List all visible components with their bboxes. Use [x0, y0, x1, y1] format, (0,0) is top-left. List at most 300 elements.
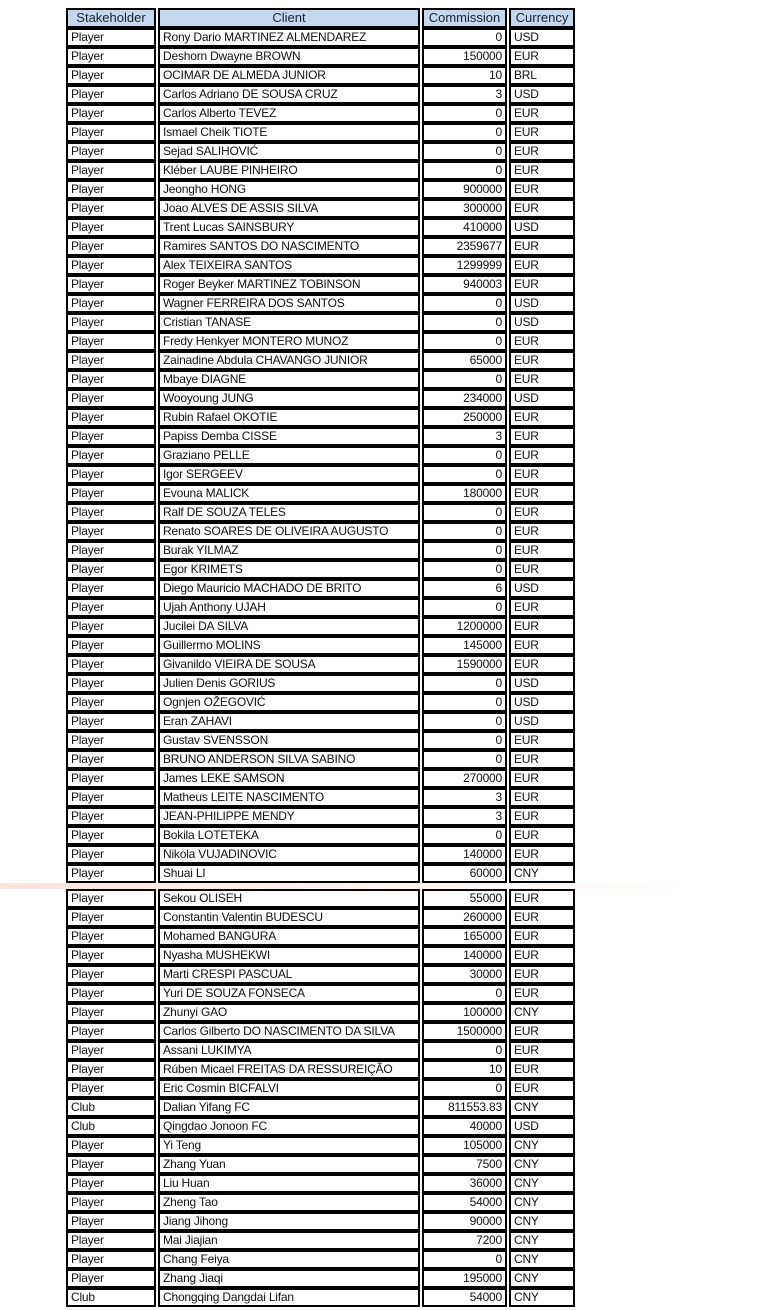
- cell-commission: 54000: [422, 1193, 507, 1212]
- cell-stakeholder: Player: [66, 104, 156, 123]
- table-row: [66, 294, 575, 313]
- cell-currency: EUR: [509, 142, 575, 161]
- cell-currency: EUR: [509, 408, 575, 427]
- cell-stakeholder: Player: [66, 889, 156, 908]
- cell-stakeholder: Player: [66, 237, 156, 256]
- table-row: [66, 1003, 575, 1022]
- cell-commission: 1200000: [422, 617, 507, 636]
- cell-stakeholder: Player: [66, 1174, 156, 1193]
- cell-client: Gustav SVENSSON: [158, 731, 420, 750]
- cell-stakeholder: Player: [66, 218, 156, 237]
- cell-stakeholder: Player: [66, 655, 156, 674]
- cell-currency: CNY: [509, 1003, 575, 1022]
- cell-currency: EUR: [509, 199, 575, 218]
- cell-client: Mohamed BANGURA: [158, 927, 420, 946]
- cell-stakeholder: Player: [66, 180, 156, 199]
- cell-client: Graziano PELLE: [158, 446, 420, 465]
- table-row: [66, 965, 575, 984]
- cell-stakeholder: Player: [66, 66, 156, 85]
- table-row: [66, 908, 575, 927]
- cell-stakeholder: Player: [66, 541, 156, 560]
- cell-currency: CNY: [509, 1174, 575, 1193]
- table-row: [66, 1098, 575, 1117]
- cell-client: Qingdao Jonoon FC: [158, 1117, 420, 1136]
- cell-commission: 105000: [422, 1136, 507, 1155]
- cell-currency: EUR: [509, 1022, 575, 1041]
- cell-currency: EUR: [509, 332, 575, 351]
- cell-currency: EUR: [509, 237, 575, 256]
- table-row: [66, 28, 575, 47]
- cell-currency: EUR: [509, 275, 575, 294]
- table-row: [66, 370, 575, 389]
- cell-stakeholder: Player: [66, 674, 156, 693]
- table-row: [66, 845, 575, 864]
- cell-commission: 3: [422, 788, 507, 807]
- cell-currency: EUR: [509, 503, 575, 522]
- table-row: [66, 674, 575, 693]
- cell-commission: 0: [422, 693, 507, 712]
- cell-stakeholder: Player: [66, 1136, 156, 1155]
- table-row: [66, 1212, 575, 1231]
- table-row: [66, 85, 575, 104]
- cell-commission: 55000: [422, 889, 507, 908]
- table-row: [66, 199, 575, 218]
- cell-client: Shuai LI: [158, 864, 420, 883]
- cell-client: Kléber LAUBE PINHEIRO: [158, 161, 420, 180]
- cell-commission: 410000: [422, 218, 507, 237]
- table-row: [66, 1041, 575, 1060]
- cell-stakeholder: Player: [66, 636, 156, 655]
- cell-stakeholder: Player: [66, 617, 156, 636]
- cell-client: Ramires SANTOS DO NASCIMENTO: [158, 237, 420, 256]
- table-row: [66, 864, 575, 883]
- cell-currency: CNY: [509, 1098, 575, 1117]
- cell-commission: 100000: [422, 1003, 507, 1022]
- cell-currency: EUR: [509, 484, 575, 503]
- cell-commission: 6: [422, 579, 507, 598]
- table-row: [66, 807, 575, 826]
- cell-commission: 0: [422, 294, 507, 313]
- cell-commission: 40000: [422, 1117, 507, 1136]
- cell-client: Bokila LOTETEKA: [158, 826, 420, 845]
- cell-stakeholder: Player: [66, 47, 156, 66]
- cell-client: Egor KRIMETS: [158, 560, 420, 579]
- table-row: [66, 946, 575, 965]
- cell-currency: EUR: [509, 47, 575, 66]
- cell-currency: EUR: [509, 1060, 575, 1079]
- table-row: [66, 655, 575, 674]
- cell-currency: EUR: [509, 351, 575, 370]
- cell-stakeholder: Player: [66, 693, 156, 712]
- cell-commission: 0: [422, 750, 507, 769]
- table-row: [66, 1250, 575, 1269]
- table-row: [66, 503, 575, 522]
- table-row: [66, 1060, 575, 1079]
- cell-currency: CNY: [509, 1193, 575, 1212]
- cell-stakeholder: Player: [66, 712, 156, 731]
- cell-stakeholder: Player: [66, 1003, 156, 1022]
- cell-currency: USD: [509, 712, 575, 731]
- cell-currency: USD: [509, 579, 575, 598]
- cell-commission: 0: [422, 104, 507, 123]
- table-row: [66, 522, 575, 541]
- cell-commission: 0: [422, 28, 507, 47]
- cell-currency: EUR: [509, 845, 575, 864]
- table-row: [66, 1136, 575, 1155]
- cell-commission: 0: [422, 465, 507, 484]
- cell-stakeholder: Player: [66, 1041, 156, 1060]
- cell-client: Eran ZAHAVI: [158, 712, 420, 731]
- cell-client: Julien Denis GORIUS: [158, 674, 420, 693]
- cell-commission: 0: [422, 503, 507, 522]
- table-row: [66, 142, 575, 161]
- cell-stakeholder: Player: [66, 750, 156, 769]
- cell-client: Joao ALVES DE ASSIS SILVA: [158, 199, 420, 218]
- col-header-client: Client: [158, 8, 420, 28]
- cell-commission: 234000: [422, 389, 507, 408]
- table-row: [66, 104, 575, 123]
- cell-client: Ralf DE SOUZA TELES: [158, 503, 420, 522]
- cell-client: Fredy Henkyer MONTERO MUNOZ: [158, 332, 420, 351]
- cell-commission: 260000: [422, 908, 507, 927]
- cell-client: Wooyoung JUNG: [158, 389, 420, 408]
- cell-currency: USD: [509, 389, 575, 408]
- cell-currency: EUR: [509, 636, 575, 655]
- cell-stakeholder: Player: [66, 864, 156, 883]
- cell-client: Chongqing Dangdai Lifan: [158, 1288, 420, 1307]
- cell-commission: 7500: [422, 1155, 507, 1174]
- table-row: [66, 332, 575, 351]
- cell-currency: USD: [509, 674, 575, 693]
- cell-stakeholder: Player: [66, 1155, 156, 1174]
- cell-stakeholder: Player: [66, 446, 156, 465]
- table-row: [66, 598, 575, 617]
- cell-client: Rony Dario MARTINEZ ALMENDAREZ: [158, 28, 420, 47]
- table-row: [66, 1231, 575, 1250]
- cell-client: Zhang Yuan: [158, 1155, 420, 1174]
- cell-stakeholder: Player: [66, 1269, 156, 1288]
- cell-commission: 30000: [422, 965, 507, 984]
- cell-stakeholder: Player: [66, 332, 156, 351]
- col-header-stakeholder: Stakeholder: [66, 8, 156, 28]
- cell-commission: 1500000: [422, 1022, 507, 1041]
- cell-commission: 140000: [422, 845, 507, 864]
- cell-stakeholder: Player: [66, 826, 156, 845]
- cell-commission: 65000: [422, 351, 507, 370]
- cell-stakeholder: Player: [66, 965, 156, 984]
- cell-currency: USD: [509, 85, 575, 104]
- cell-currency: EUR: [509, 1079, 575, 1098]
- cell-commission: 0: [422, 1041, 507, 1060]
- cell-currency: EUR: [509, 180, 575, 199]
- cell-client: Yuri DE SOUZA FONSECA: [158, 984, 420, 1003]
- cell-commission: 145000: [422, 636, 507, 655]
- cell-stakeholder: Player: [66, 1212, 156, 1231]
- cell-currency: EUR: [509, 889, 575, 908]
- table-row: [66, 275, 575, 294]
- cell-commission: 10: [422, 1060, 507, 1079]
- cell-stakeholder: Player: [66, 503, 156, 522]
- cell-client: Deshorn Dwayne BROWN: [158, 47, 420, 66]
- cell-commission: 195000: [422, 1269, 507, 1288]
- table-row: [66, 1193, 575, 1212]
- cell-commission: 811553.83: [422, 1098, 507, 1117]
- cell-client: Jeongho HONG: [158, 180, 420, 199]
- cell-currency: EUR: [509, 946, 575, 965]
- cell-currency: CNY: [509, 1288, 575, 1307]
- cell-stakeholder: Player: [66, 731, 156, 750]
- table-row: [66, 712, 575, 731]
- cell-stakeholder: Player: [66, 275, 156, 294]
- cell-commission: 3: [422, 807, 507, 826]
- cell-client: Ujah Anthony UJAH: [158, 598, 420, 617]
- cell-commission: 3: [422, 427, 507, 446]
- cell-stakeholder: Player: [66, 256, 156, 275]
- cell-commission: 2359677: [422, 237, 507, 256]
- cell-stakeholder: Player: [66, 465, 156, 484]
- cell-currency: EUR: [509, 826, 575, 845]
- table-row: [66, 750, 575, 769]
- cell-currency: EUR: [509, 1041, 575, 1060]
- cell-commission: 1590000: [422, 655, 507, 674]
- cell-commission: 0: [422, 560, 507, 579]
- table-body-bottom: [66, 889, 575, 1307]
- cell-client: Roger Beyker MARTINEZ TOBINSON: [158, 275, 420, 294]
- cell-commission: 10: [422, 66, 507, 85]
- table-row: [66, 256, 575, 275]
- cell-currency: USD: [509, 218, 575, 237]
- cell-client: Burak YILMAZ: [158, 541, 420, 560]
- cell-commission: 1299999: [422, 256, 507, 275]
- cell-client: Diego Mauricio MACHADO DE BRITO: [158, 579, 420, 598]
- cell-commission: 0: [422, 541, 507, 560]
- cell-commission: 0: [422, 446, 507, 465]
- cell-currency: EUR: [509, 541, 575, 560]
- table-row: [66, 1155, 575, 1174]
- cell-currency: CNY: [509, 1136, 575, 1155]
- col-header-commission: Commission: [422, 8, 507, 28]
- cell-stakeholder: Player: [66, 1250, 156, 1269]
- cell-stakeholder: Player: [66, 313, 156, 332]
- cell-commission: 0: [422, 522, 507, 541]
- commission-table: [64, 8, 577, 883]
- cell-client: Zainadine Abdula CHAVANGO JUNIOR: [158, 351, 420, 370]
- table-row: [66, 1079, 575, 1098]
- cell-client: Guillermo MOLINS: [158, 636, 420, 655]
- cell-stakeholder: Player: [66, 427, 156, 446]
- cell-currency: EUR: [509, 655, 575, 674]
- cell-commission: 150000: [422, 47, 507, 66]
- cell-stakeholder: Player: [66, 1231, 156, 1250]
- table-row: [66, 66, 575, 85]
- table-row: [66, 446, 575, 465]
- cell-client: Carlos Alberto TEVEZ: [158, 104, 420, 123]
- cell-client: Jucilei DA SILVA: [158, 617, 420, 636]
- cell-client: Evouna MALICK: [158, 484, 420, 503]
- cell-client: Sekou OLISEH: [158, 889, 420, 908]
- cell-client: OCIMAR DE ALMEDA JUNIOR: [158, 66, 420, 85]
- table-row: [66, 889, 575, 908]
- cell-commission: 250000: [422, 408, 507, 427]
- cell-commission: 0: [422, 826, 507, 845]
- cell-commission: 36000: [422, 1174, 507, 1193]
- table-row: [66, 389, 575, 408]
- cell-currency: EUR: [509, 465, 575, 484]
- cell-commission: 3: [422, 85, 507, 104]
- cell-client: JEAN-PHILIPPE MENDY: [158, 807, 420, 826]
- cell-stakeholder: Player: [66, 142, 156, 161]
- table-body-top: [66, 28, 575, 883]
- cell-currency: USD: [509, 313, 575, 332]
- cell-commission: 0: [422, 313, 507, 332]
- cell-stakeholder: Player: [66, 579, 156, 598]
- table-row: [66, 636, 575, 655]
- cell-client: Mbaye DIAGNE: [158, 370, 420, 389]
- cell-stakeholder: Player: [66, 389, 156, 408]
- cell-stakeholder: Player: [66, 85, 156, 104]
- col-header-currency: Currency: [509, 8, 575, 28]
- cell-commission: 140000: [422, 946, 507, 965]
- cell-currency: EUR: [509, 788, 575, 807]
- cell-client: Matheus LEITE NASCIMENTO: [158, 788, 420, 807]
- cell-currency: CNY: [509, 1250, 575, 1269]
- cell-commission: 0: [422, 984, 507, 1003]
- cell-stakeholder: Player: [66, 28, 156, 47]
- cell-currency: CNY: [509, 864, 575, 883]
- cell-currency: CNY: [509, 1269, 575, 1288]
- cell-currency: EUR: [509, 908, 575, 927]
- cell-client: Rúben Micael FREITAS DA RESSUREIÇÃO: [158, 1060, 420, 1079]
- cell-client: Cristian TANASE: [158, 313, 420, 332]
- cell-commission: 0: [422, 712, 507, 731]
- cell-client: BRUNO ANDERSON SILVA SABINO: [158, 750, 420, 769]
- cell-stakeholder: Player: [66, 1079, 156, 1098]
- cell-commission: 0: [422, 731, 507, 750]
- table-row: [66, 484, 575, 503]
- cell-commission: 300000: [422, 199, 507, 218]
- cell-stakeholder: Player: [66, 560, 156, 579]
- table-row: [66, 769, 575, 788]
- cell-currency: EUR: [509, 965, 575, 984]
- cell-stakeholder: Player: [66, 908, 156, 927]
- table-row: [66, 218, 575, 237]
- cell-stakeholder: Club: [66, 1098, 156, 1117]
- cell-client: Igor SERGEEV: [158, 465, 420, 484]
- cell-stakeholder: Player: [66, 484, 156, 503]
- cell-currency: USD: [509, 693, 575, 712]
- table-row: [66, 465, 575, 484]
- cell-stakeholder: Player: [66, 1060, 156, 1079]
- cell-client: James LEKE SAMSON: [158, 769, 420, 788]
- cell-commission: 0: [422, 598, 507, 617]
- cell-client: Mai Jiajian: [158, 1231, 420, 1250]
- cell-commission: 90000: [422, 1212, 507, 1231]
- table-row: [66, 731, 575, 750]
- cell-client: Jiang Jihong: [158, 1212, 420, 1231]
- cell-commission: 940003: [422, 275, 507, 294]
- cell-commission: 165000: [422, 927, 507, 946]
- cell-currency: EUR: [509, 617, 575, 636]
- cell-stakeholder: Player: [66, 946, 156, 965]
- table-row: [66, 1174, 575, 1193]
- cell-stakeholder: Player: [66, 408, 156, 427]
- cell-stakeholder: Player: [66, 351, 156, 370]
- cell-currency: EUR: [509, 731, 575, 750]
- cell-currency: EUR: [509, 104, 575, 123]
- cell-commission: 0: [422, 161, 507, 180]
- table-row: [66, 1117, 575, 1136]
- cell-stakeholder: Player: [66, 598, 156, 617]
- cell-stakeholder: Player: [66, 807, 156, 826]
- cell-currency: EUR: [509, 256, 575, 275]
- cell-commission: 0: [422, 1250, 507, 1269]
- table-row: [66, 927, 575, 946]
- table-row: [66, 161, 575, 180]
- cell-currency: CNY: [509, 1212, 575, 1231]
- cell-currency: EUR: [509, 370, 575, 389]
- cell-client: Trent Lucas SAINSBURY: [158, 218, 420, 237]
- cell-currency: EUR: [509, 522, 575, 541]
- cell-commission: 0: [422, 674, 507, 693]
- cell-stakeholder: Player: [66, 927, 156, 946]
- cell-client: Marti CRESPI PASCUAL: [158, 965, 420, 984]
- cell-commission: 900000: [422, 180, 507, 199]
- cell-client: Nikola VUJADINOVIC: [158, 845, 420, 864]
- cell-commission: 54000: [422, 1288, 507, 1307]
- cell-client: Liu Huan: [158, 1174, 420, 1193]
- cell-client: Zheng Tao: [158, 1193, 420, 1212]
- table-row: [66, 541, 575, 560]
- cell-currency: EUR: [509, 446, 575, 465]
- cell-commission: 180000: [422, 484, 507, 503]
- table-row: [66, 351, 575, 370]
- table-row: [66, 180, 575, 199]
- cell-client: Renato SOARES DE OLIVEIRA AUGUSTO: [158, 522, 420, 541]
- cell-client: Constantin Valentin BUDESCU: [158, 908, 420, 927]
- cell-client: Zhang Jiaqi: [158, 1269, 420, 1288]
- commission-table-continued: [64, 889, 577, 1307]
- cell-currency: USD: [509, 1117, 575, 1136]
- table-row: [66, 427, 575, 446]
- cell-stakeholder: Player: [66, 769, 156, 788]
- cell-client: Nyasha MUSHEKWI: [158, 946, 420, 965]
- cell-stakeholder: Player: [66, 1193, 156, 1212]
- cell-stakeholder: Player: [66, 522, 156, 541]
- table-row: [66, 1022, 575, 1041]
- cell-stakeholder: Player: [66, 984, 156, 1003]
- table-row: [66, 984, 575, 1003]
- cell-client: Rubin Rafael OKOTIE: [158, 408, 420, 427]
- table-row: [66, 788, 575, 807]
- cell-stakeholder: Player: [66, 370, 156, 389]
- header-row: [66, 8, 575, 28]
- cell-currency: USD: [509, 294, 575, 313]
- cell-client: Ognjen OŽEGOVIĆ: [158, 693, 420, 712]
- cell-client: Dalian Yifang FC: [158, 1098, 420, 1117]
- table-row: [66, 237, 575, 256]
- cell-stakeholder: Player: [66, 845, 156, 864]
- cell-commission: 0: [422, 1079, 507, 1098]
- cell-stakeholder: Player: [66, 123, 156, 142]
- table-row: [66, 617, 575, 636]
- cell-stakeholder: Player: [66, 199, 156, 218]
- cell-stakeholder: Club: [66, 1117, 156, 1136]
- cell-currency: EUR: [509, 161, 575, 180]
- table-row: [66, 47, 575, 66]
- cell-client: Papiss Demba CISSE: [158, 427, 420, 446]
- cell-currency: EUR: [509, 807, 575, 826]
- cell-currency: EUR: [509, 769, 575, 788]
